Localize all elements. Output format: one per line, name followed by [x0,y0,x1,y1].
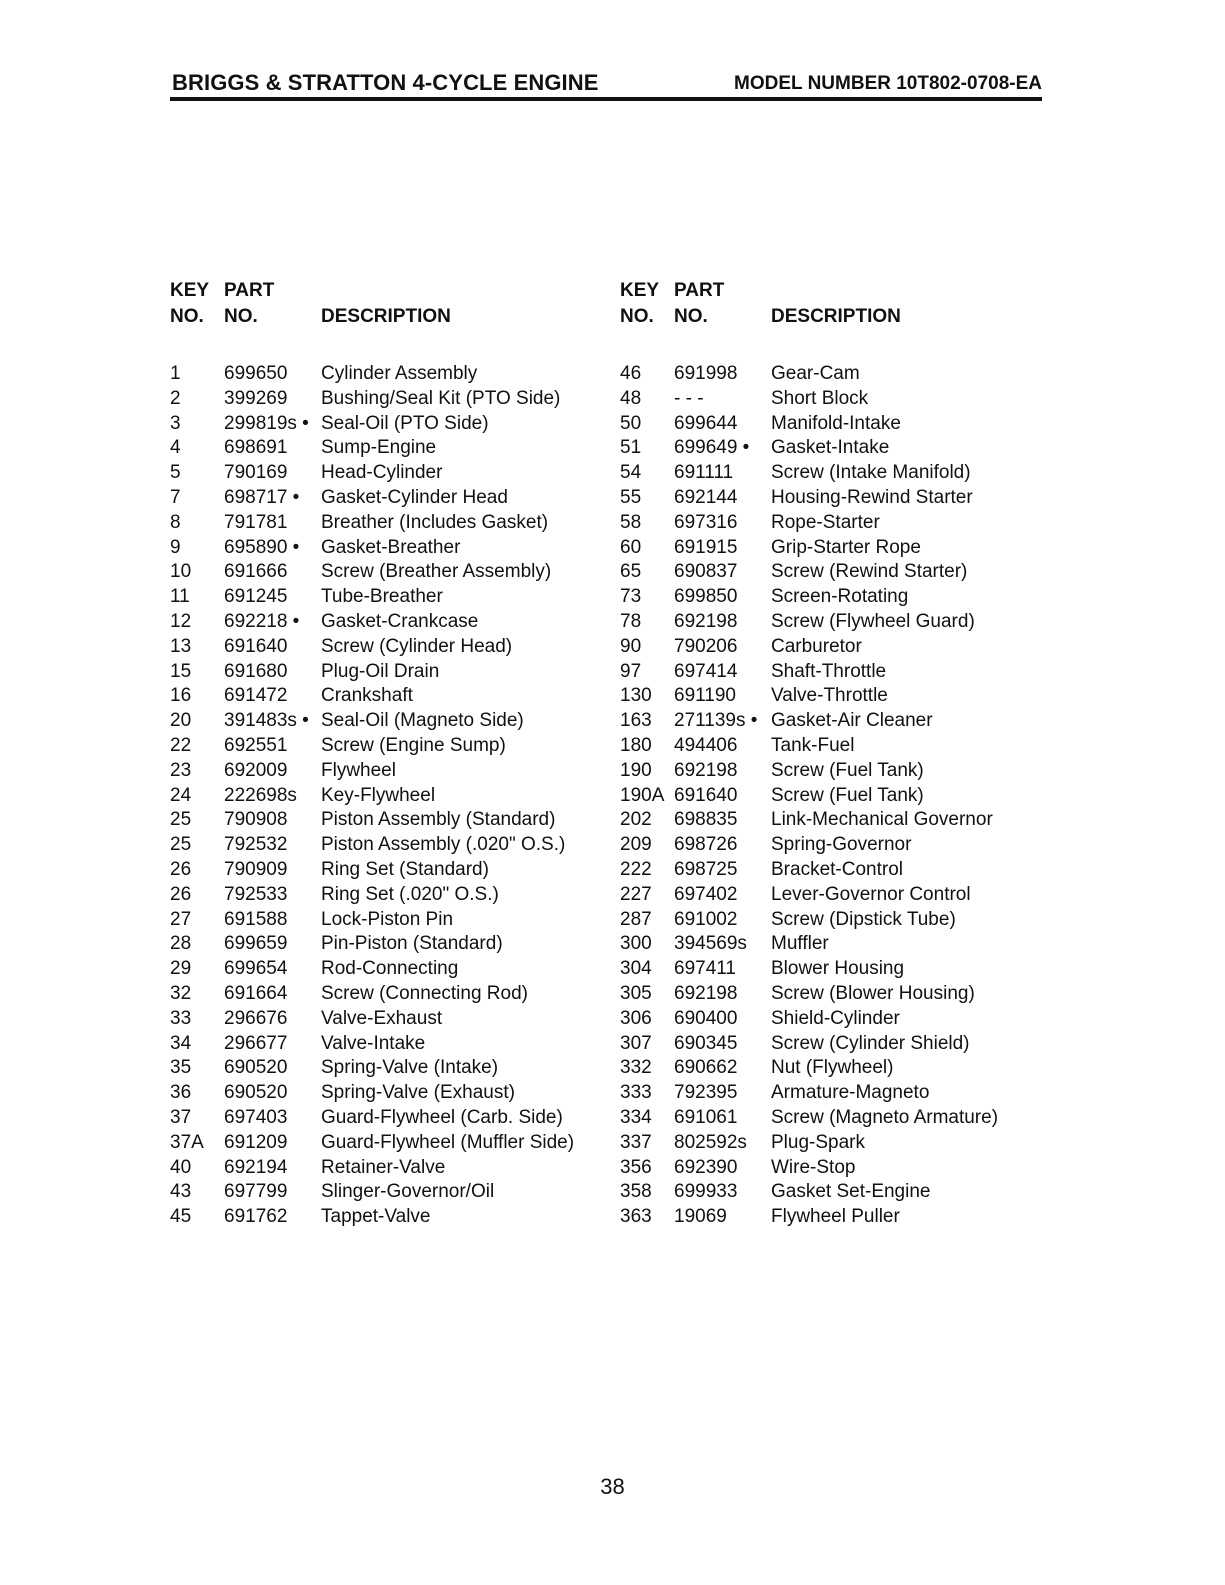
key-header-line2: NO. [620,306,654,327]
key-number: 10 [170,561,192,583]
part-description: Blower Housing [771,958,905,980]
key-number: 2 [170,387,181,409]
part-description: Tank-Fuel [771,734,855,756]
key-number: 20 [170,710,192,732]
part-description: Plug-Spark [771,1131,865,1153]
part-number: 699654 [224,958,288,980]
key-number: 7 [170,486,181,508]
part-number: 692198 [674,759,738,781]
header-rule [170,97,1042,101]
part-number: 691664 [224,982,288,1004]
part-number: - - - [674,387,704,409]
part-description: Muffler [771,933,829,955]
part-description: Lever-Governor Control [771,883,971,905]
part-description: Crankshaft [321,685,413,707]
key-number: 25 [170,834,192,856]
part-number: 690520 [224,1057,288,1079]
part-description: Carburetor [771,635,862,657]
key-header-line2: NO. [170,306,204,327]
part-header-line2: NO. [224,306,258,327]
part-description: Pin-Piston (Standard) [321,933,503,955]
part-description: Manifold-Intake [771,412,901,434]
key-number: 337 [620,1131,652,1153]
key-number: 287 [620,908,652,930]
part-description: Shaft-Throttle [771,660,887,682]
key-number: 24 [170,784,192,806]
key-number: 36 [170,1082,192,1104]
key-number: 58 [620,511,642,533]
part-description: Spring-Valve (Exhaust) [321,1082,515,1104]
part-number: 691111 [674,462,734,484]
part-number: 399269 [224,387,288,409]
part-number: 494406 [674,734,738,756]
key-number: 50 [620,412,642,434]
key-number: 180 [620,734,652,756]
key-number: 29 [170,958,192,980]
key-number: 304 [620,958,652,980]
key-number: 90 [620,635,642,657]
part-number: 296677 [224,1032,288,1054]
part-number: 698726 [674,834,738,856]
part-number: 692218 • [224,610,300,632]
part-description: Lock-Piston Pin [321,908,454,930]
part-number: 697414 [674,660,738,682]
key-number: 190A [620,784,665,806]
part-number: 790909 [224,858,288,880]
key-number: 9 [170,536,181,558]
part-number: 697411 [674,958,736,980]
part-description: Link-Mechanical Governor [771,809,993,831]
part-description: Screw (Breather Assembly) [321,561,552,583]
part-description: Gasket Set-Engine [771,1181,931,1203]
key-number: 46 [620,363,642,384]
key-header-line1: KEY [170,280,210,301]
part-description: Screw (Intake Manifold) [771,462,971,484]
part-header-line1: PART [674,280,725,301]
key-number: 12 [170,610,192,632]
part-description: Screw (Rewind Starter) [771,561,968,583]
part-number: 691472 [224,685,288,707]
part-number: 699649 • [674,437,750,459]
key-number: 3 [170,412,181,434]
part-description: Gasket-Breather [321,536,461,558]
key-number: 45 [170,1206,192,1228]
part-number: 690520 [224,1082,288,1104]
part-description: Screw (Magneto Armature) [771,1106,999,1128]
key-number: 37A [170,1131,204,1153]
part-number: 698717 • [224,486,300,508]
part-number: 692144 [674,486,738,508]
key-number: 37 [170,1106,192,1128]
key-number: 60 [620,536,642,558]
part-description: Ring Set (.020" O.S.) [321,883,499,905]
key-number: 15 [170,660,192,682]
page-number: 38 [600,1474,625,1499]
key-number: 363 [620,1206,652,1228]
part-number: 792532 [224,834,288,856]
key-header-line1: KEY [620,280,660,301]
key-number: 32 [170,982,192,1004]
description-header: DESCRIPTION [321,306,451,327]
key-number: 35 [170,1057,192,1079]
part-number: 692009 [224,759,288,781]
part-number: 691061 [674,1106,738,1128]
key-number: 209 [620,834,652,856]
part-description: Valve-Throttle [771,685,888,707]
part-number: 19069 [674,1206,727,1228]
key-number: 27 [170,908,192,930]
part-description: Screw (Cylinder Head) [321,635,513,657]
part-header-line1: PART [224,280,275,301]
part-number: 691640 [674,784,738,806]
part-number: 691640 [224,635,288,657]
part-description: Flywheel Puller [771,1206,900,1228]
part-description: Ring Set (Standard) [321,858,489,880]
part-number: 691680 [224,660,288,682]
part-number: 692198 [674,610,738,632]
description-header: DESCRIPTION [771,306,901,327]
part-number: 692194 [224,1156,288,1178]
key-number: 356 [620,1156,652,1178]
part-number: 699644 [674,412,738,434]
part-description: Screw (Flywheel Guard) [771,610,975,632]
part-description: Screw (Connecting Rod) [321,982,528,1004]
key-number: 1 [170,363,181,384]
part-description: Seal-Oil (PTO Side) [321,412,489,434]
part-number: 791781 [224,511,288,533]
part-number: 690837 [674,561,738,583]
key-number: 358 [620,1181,652,1203]
part-number: 691209 [224,1131,288,1153]
part-number: 790908 [224,809,288,831]
part-number: 690400 [674,1007,738,1029]
part-description: Armature-Magneto [771,1082,930,1104]
part-description: Wire-Stop [771,1156,856,1178]
part-number: 697403 [224,1106,288,1128]
part-description: Valve-Intake [321,1032,426,1054]
part-description: Screw (Engine Sump) [321,734,506,756]
part-description: Nut (Flywheel) [771,1057,894,1079]
part-number: 271139s • [674,710,758,732]
part-description: Rope-Starter [771,511,880,533]
part-description: Tube-Breather [321,586,443,608]
part-description: Retainer-Valve [321,1156,446,1178]
key-number: 300 [620,933,652,955]
part-description: Screw (Dipstick Tube) [771,908,956,930]
part-description: Tappet-Valve [321,1206,431,1228]
part-number: 691762 [224,1206,288,1228]
key-number: 16 [170,685,192,707]
part-description: Gasket-Crankcase [321,610,479,632]
part-number: 697799 [224,1181,288,1203]
part-number: 697402 [674,883,738,905]
part-description: Cylinder Assembly [321,363,478,384]
part-description: Gasket-Air Cleaner [771,710,933,732]
key-number: 33 [170,1007,192,1029]
key-number: 307 [620,1032,652,1054]
part-number: 695890 • [224,536,300,558]
part-number: 691915 [674,536,738,558]
key-number: 22 [170,734,192,756]
key-number: 5 [170,462,181,484]
key-number: 43 [170,1181,192,1203]
part-description: Valve-Exhaust [321,1007,443,1029]
part-description: Short Block [771,387,869,409]
key-number: 25 [170,809,192,831]
part-description: Spring-Valve (Intake) [321,1057,499,1079]
part-number: 792533 [224,883,288,905]
part-description: Gear-Cam [771,363,860,384]
key-number: 332 [620,1057,652,1079]
part-number: 690345 [674,1032,738,1054]
part-description: Shield-Cylinder [771,1007,900,1029]
part-number: 792395 [674,1082,738,1104]
part-number: 222698s [224,784,297,806]
part-number: 691998 [674,363,738,384]
part-number: 299819s • [224,412,309,434]
part-number: 699850 [674,586,738,608]
key-number: 305 [620,982,652,1004]
part-description: Screen-Rotating [771,586,909,608]
key-number: 202 [620,809,652,831]
part-description: Head-Cylinder [321,462,443,484]
part-number: 692198 [674,982,738,1004]
part-description: Rod-Connecting [321,958,459,980]
model-number: MODEL NUMBER 10T802-0708-EA [734,73,1042,94]
part-description: Screw (Fuel Tank) [771,759,924,781]
key-number: 55 [620,486,642,508]
key-number: 163 [620,710,652,732]
key-number: 130 [620,685,652,707]
part-number: 691190 [674,685,736,707]
part-description: Key-Flywheel [321,784,436,806]
part-number: 699650 [224,363,288,384]
key-number: 34 [170,1032,192,1054]
document-title: BRIGGS & STRATTON 4-CYCLE ENGINE [172,70,599,95]
part-description: Screw (Fuel Tank) [771,784,924,806]
part-description: Piston Assembly (Standard) [321,809,556,831]
key-number: 334 [620,1106,652,1128]
part-description: Screw (Cylinder Shield) [771,1032,970,1054]
part-number: 691002 [674,908,738,930]
key-number: 26 [170,883,192,905]
key-number: 8 [170,511,181,533]
part-description: Breather (Includes Gasket) [321,511,549,533]
part-number: 698835 [674,809,738,831]
part-description: Plug-Oil Drain [321,660,440,682]
part-number: 394569s [674,933,747,955]
part-number: 691666 [224,561,288,583]
part-description: Spring-Governor [771,834,912,856]
part-description: Slinger-Governor/Oil [321,1181,495,1203]
part-number: 692551 [224,734,288,756]
key-number: 26 [170,858,192,880]
part-description: Piston Assembly (.020" O.S.) [321,834,566,856]
key-number: 78 [620,610,642,632]
key-number: 65 [620,561,642,583]
part-number: 698725 [674,858,738,880]
key-number: 333 [620,1082,652,1104]
part-description: Gasket-Intake [771,437,890,459]
key-number: 306 [620,1007,652,1029]
part-description: Bushing/Seal Kit (PTO Side) [321,387,561,409]
part-number: 692390 [674,1156,738,1178]
part-description: Screw (Blower Housing) [771,982,975,1004]
key-number: 23 [170,759,192,781]
key-number: 28 [170,933,192,955]
part-description: Flywheel [321,759,396,781]
key-number: 54 [620,462,642,484]
part-description: Housing-Rewind Starter [771,486,973,508]
part-description: Sump-Engine [321,437,437,459]
part-description: Gasket-Cylinder Head [321,486,508,508]
part-number: 698691 [224,437,288,459]
part-number: 790206 [674,635,738,657]
part-number: 699933 [674,1181,738,1203]
part-description: Seal-Oil (Magneto Side) [321,710,524,732]
part-header-line2: NO. [674,306,708,327]
part-number: 691588 [224,908,288,930]
part-number: 802592s [674,1131,747,1153]
part-description: Guard-Flywheel (Carb. Side) [321,1106,563,1128]
key-number: 51 [620,437,642,459]
key-number: 13 [170,635,192,657]
part-description: Guard-Flywheel (Muffler Side) [321,1131,575,1153]
key-number: 73 [620,586,642,608]
part-number: 697316 [674,511,738,533]
part-description: Bracket-Control [771,858,903,880]
key-number: 97 [620,660,642,682]
key-number: 190 [620,759,652,781]
part-number: 391483s • [224,710,309,732]
key-number: 48 [620,387,642,409]
part-number: 691245 [224,586,288,608]
key-number: 227 [620,883,652,905]
part-number: 296676 [224,1007,288,1029]
key-number: 11 [170,586,190,608]
key-number: 40 [170,1156,192,1178]
key-number: 222 [620,858,652,880]
key-number: 4 [170,437,181,459]
part-number: 690662 [674,1057,738,1079]
part-number: 790169 [224,462,288,484]
part-description: Grip-Starter Rope [771,536,921,558]
part-number: 699659 [224,933,288,955]
